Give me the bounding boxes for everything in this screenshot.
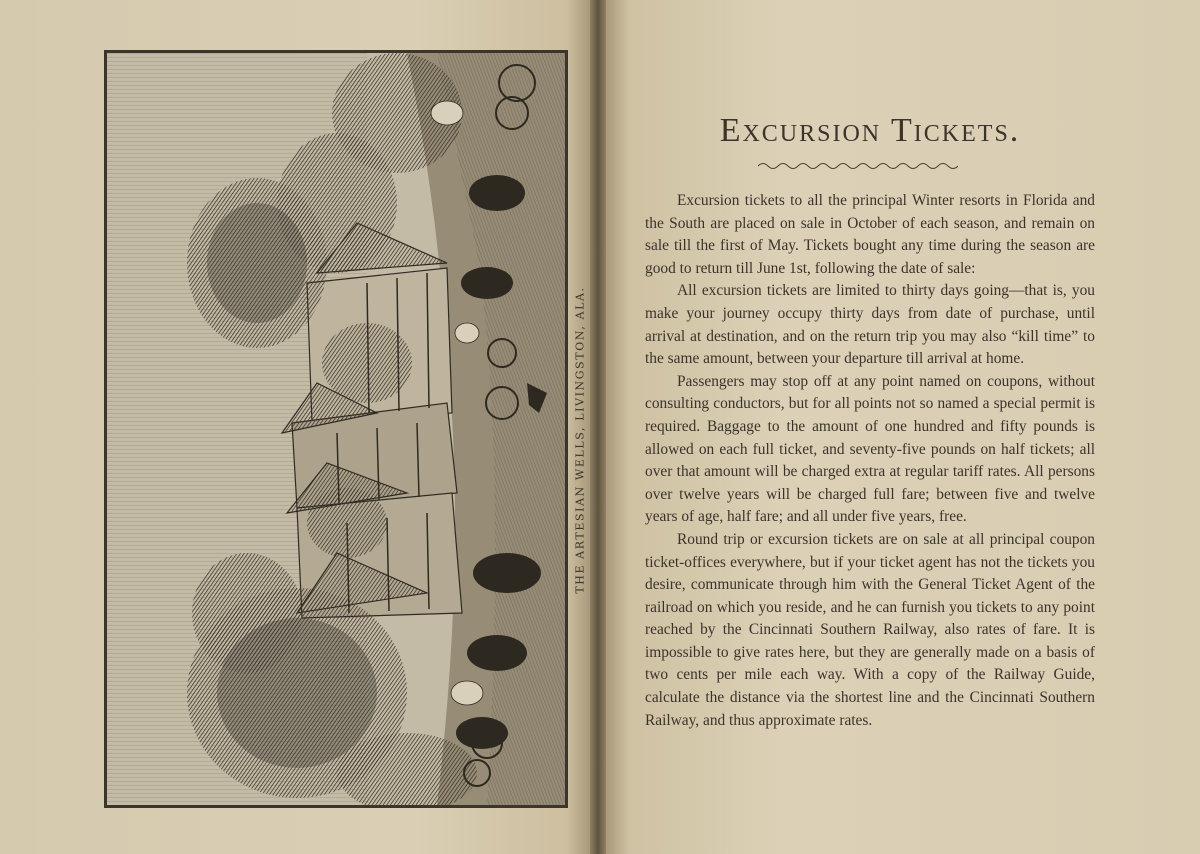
plate-caption — [568, 286, 592, 594]
paragraph-2: All excursion tickets are limited to thirty days going—that is, you make your journey occupy thirty days from date of purchase, until arrival at destination, and on the return trip you may also “kill time” to the same amount, between your departure till arrival at home. — [645, 282, 1095, 368]
page-title: Excursion Tickets. — [719, 112, 1021, 149]
plate-caption-text: THE ARTESIAN WELLS, LIVINGSTON, ALA. — [573, 286, 587, 594]
wavy-ornament-icon — [758, 160, 958, 172]
book-gutter — [590, 0, 606, 854]
paragraph-3: Passengers may stop off at any point named on coupons, without consulting conductors, but for all points not so named a special permit is required. Baggage to the amount of one hundred and fifty pounds is allowed on each full ticket, and seventy-five pounds on half tickets; all over that amount will be charged extra at regular tariff rates. All persons over twelve years will be charged full fare; between five and twelve years of age, half fare; and all under five years, free. — [645, 372, 1095, 526]
engraving-illustration-icon — [107, 53, 565, 805]
body-text — [645, 190, 1095, 732]
paragraph-4: Round trip or excursion tickets are on sale at all principal coupon ticket-offices everywhere, but if your ticket agent has not the tickets you desire, communicate through him with the General Ticket Agent of the railroad on which you reside, and he can furnish you tickets to any point reached by the Cincinnati Southern Railway, also rates of fare. It is impossible to give rates here, but they are generally made on a basis of two cents per mile each way. With a copy of the Railway Guide, calculate the distance via the shortest line and the Cincinnati Southern Railway, and thus approximate rates. — [645, 530, 1095, 729]
engraving-plate — [104, 50, 568, 808]
paragraph-1: Excursion tickets to all the principal Winter resorts in Florida and the South are placed on sale in October of each season, and remain on sale till the first of May. Tickets bought any time during the season are good to return till June 1st, following the date of sale: — [645, 192, 1095, 277]
